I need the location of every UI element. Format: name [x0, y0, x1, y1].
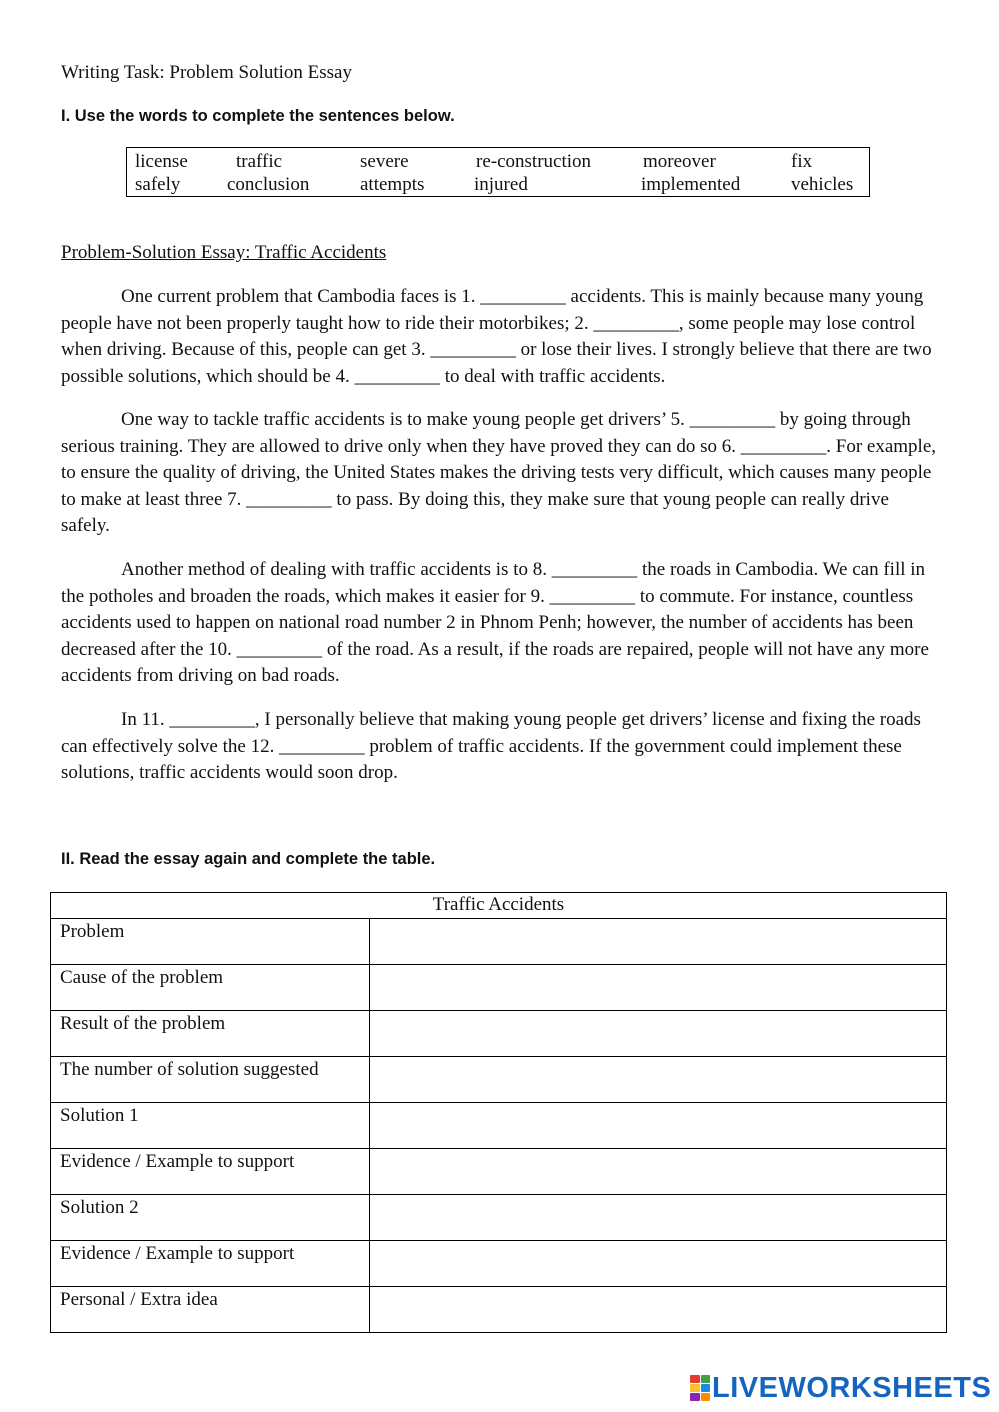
paragraph-text: Another method of dealing with traffic accidents is to 8. _________ the roads in Cambodia. We can fill in the potholes and broaden the roads, which makes it easier for 9. _________ to commute. For instance, countless accidents used to happen on national road number 2 in Phnom Penh; however, the number of accidents has been decreased after the 10. _________ of the road. As a result, if the roads are repaired, people will not have any more accidents from driving on bad roads.	[61, 559, 929, 687]
word-bank-item: safely	[135, 174, 181, 195]
row-label: Evidence / Example to support	[51, 1241, 370, 1287]
logo-icon-block	[690, 1393, 700, 1401]
essay-paragraph-1	[61, 284, 941, 390]
paragraph-text: One way to tackle traffic accidents is to make young people get drivers’ 5. _________ by going through serious training. They are allowed to drive only when they have proved they can do so 6. _________. For example, to ensure the quality of driving, the United States makes the driving tests very difficult, which causes many people to make at least three 7. _________ to pass. By doing this, they make sure that young people can really drive safely.	[61, 409, 937, 537]
row-label: The number of solution suggested	[51, 1057, 370, 1103]
logo-icon-block	[701, 1393, 711, 1401]
word-bank-item: injured	[474, 174, 528, 195]
table-row	[51, 1241, 947, 1287]
row-label: Result of the problem	[51, 1011, 370, 1057]
word-bank-item: fix	[791, 151, 813, 172]
table-title: Traffic Accidents	[51, 893, 947, 919]
answer-cell[interactable]	[370, 1011, 947, 1057]
answer-cell[interactable]	[370, 1241, 947, 1287]
table-row	[51, 919, 947, 965]
row-label: Personal / Extra idea	[51, 1287, 370, 1333]
word-bank-item: vehicles	[791, 174, 854, 195]
logo-text: LIVEWORKSHEETS	[712, 1371, 992, 1404]
essay-paragraph-3	[61, 557, 941, 690]
essay-title: Problem-Solution Essay: Traffic Accidents	[61, 242, 387, 263]
answer-cell[interactable]	[370, 1195, 947, 1241]
paragraph-text: In 11. _________, I personally believe that making young people get drivers’ license and fixing the roads can effectively solve the 12. _________ problem of traffic accidents. If the government could implement these solutions, traffic accidents would soon drop.	[61, 709, 921, 784]
answer-cell[interactable]	[370, 1057, 947, 1103]
word-bank-item: severe	[360, 151, 409, 172]
word-bank-item: moreover	[643, 151, 716, 172]
section2-heading: II. Read the essay again and complete the table.	[61, 850, 436, 868]
essay-paragraph-4	[61, 707, 941, 787]
row-label: Problem	[51, 919, 370, 965]
word-bank-item: implemented	[641, 174, 741, 195]
table-row	[51, 1103, 947, 1149]
word-bank-item: license	[135, 151, 188, 172]
row-label: Cause of the problem	[51, 965, 370, 1011]
row-label: Solution 2	[51, 1195, 370, 1241]
logo-icon-block	[701, 1384, 711, 1392]
logo-icon-block	[690, 1375, 700, 1383]
table-row	[51, 1287, 947, 1333]
answer-cell[interactable]	[370, 965, 947, 1011]
answer-cell[interactable]	[370, 1103, 947, 1149]
worksheet-title: Writing Task: Problem Solution Essay	[61, 62, 352, 83]
traffic-accidents-table	[50, 892, 947, 1333]
answer-cell[interactable]	[370, 919, 947, 965]
logo-icon-block	[690, 1384, 700, 1392]
table-row	[51, 1149, 947, 1195]
logo-icon-block	[701, 1375, 711, 1383]
word-bank-item: traffic	[236, 151, 283, 172]
table-row	[51, 1011, 947, 1057]
word-bank-item: attempts	[360, 174, 425, 195]
paragraph-text: One current problem that Cambodia faces is 1. _________ accidents. This is mainly because many young people have not been properly taught how to ride their motorbikes; 2. _________, some people may lose control when driving. Because of this, people can get 3. _________ or lose their lives. I strongly believe that there are two possible solutions, which should be 4. _________ to deal with traffic accidents.	[61, 286, 932, 387]
table-row	[51, 965, 947, 1011]
liveworksheets-logo-icon	[690, 1375, 710, 1401]
essay-paragraph-2	[61, 407, 941, 540]
word-bank-item: conclusion	[227, 174, 310, 195]
word-bank-item: re-construction	[476, 151, 592, 172]
liveworksheets-logo[interactable]	[690, 1372, 991, 1404]
word-bank	[126, 147, 870, 197]
table-row	[51, 1195, 947, 1241]
row-label: Solution 1	[51, 1103, 370, 1149]
table-row	[51, 1057, 947, 1103]
section1-heading: I. Use the words to complete the sentences below.	[61, 107, 455, 125]
answer-cell[interactable]	[370, 1149, 947, 1195]
row-label: Evidence / Example to support	[51, 1149, 370, 1195]
answer-cell[interactable]	[370, 1287, 947, 1333]
